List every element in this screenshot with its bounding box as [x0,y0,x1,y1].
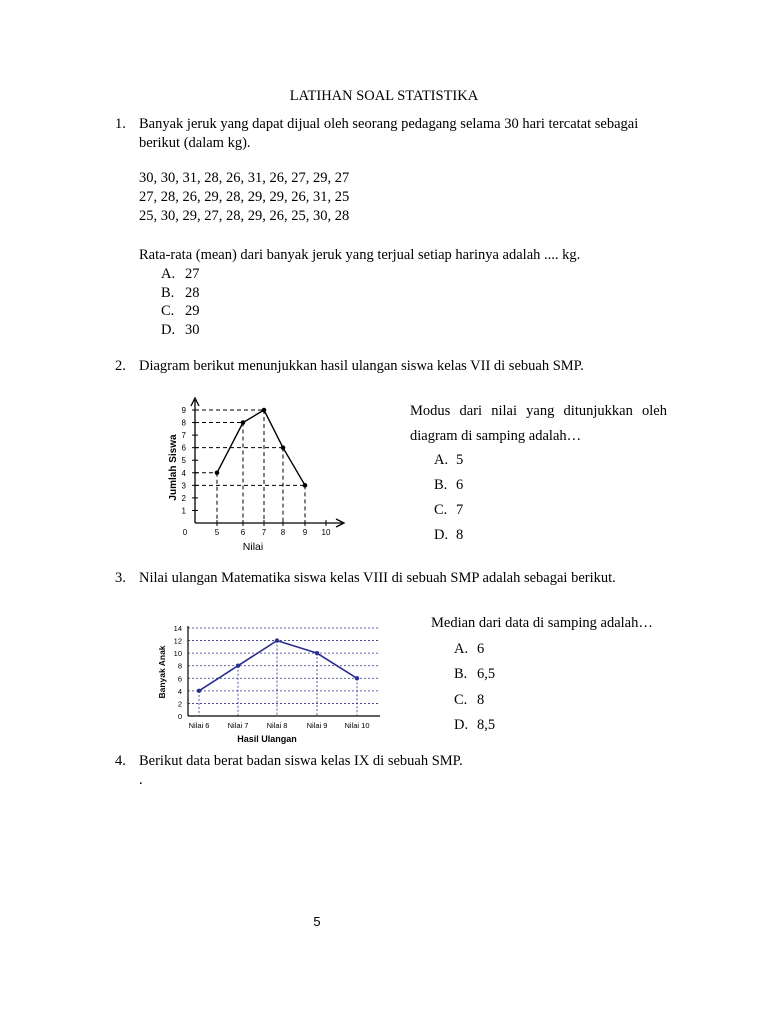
q2-option-letter: B. [434,477,448,493]
y-tick-label: 8 [181,418,186,428]
y-tick-label: 2 [181,493,186,503]
data-point [355,676,359,680]
data-point [262,408,267,413]
q3-option-value: 8 [477,692,485,708]
q3-option-value: 6,5 [477,666,496,682]
data-point [215,470,220,475]
data-point [281,445,286,450]
page-number: 5 [313,914,321,929]
q1-data-row: 25, 30, 29, 27, 28, 29, 26, 25, 30, 28 [139,208,350,224]
data-point [303,483,308,488]
x-tick-label: 9 [302,528,308,537]
y-tick-label: 5 [181,456,186,466]
x-tick-label: 10 [321,528,331,537]
x-axis-label: Hasil Ulangan [237,734,297,744]
q1-question: Rata-rata (mean) dari banyak jeruk yang terjual setiap harinya adalah .... kg. [139,247,581,263]
q2-text: Diagram berikut menunjukkan hasil ulangan siswa kelas VII di sebuah SMP. [139,358,584,374]
x-tick-label: Nilai 10 [344,721,370,730]
q4-dot: . [139,772,143,788]
q2-question-line1: Modus dari nilai yang ditunjukkan oleh [410,403,667,419]
q2-option-value: 5 [456,452,464,468]
y-tick-label: 8 [177,661,182,671]
q2-option-letter: A. [434,452,449,468]
x-tick-label: 5 [214,528,220,537]
page-title: LATIHAN SOAL STATISTIKA [289,88,479,104]
q3-option-value: 6 [477,641,485,657]
q1-option-letter: C. [161,303,175,319]
y-tick-label: 3 [181,481,186,491]
q1-text-line1: Banyak jeruk yang dapat dijual oleh seorang pedagang selama 30 hari tercatat sebagai [139,116,639,132]
q2-question-line2: diagram di samping adalah… [410,428,582,444]
q4-number: 4. [115,753,126,769]
q3-option-letter: C. [454,692,468,708]
q1-option-letter: D. [161,322,176,338]
q1-option-value: 30 [185,322,200,338]
data-point [315,651,319,655]
x-tick-label: Nilai 7 [227,721,249,730]
q3-number: 3. [115,570,126,586]
q1-data-row: 27, 28, 26, 29, 28, 29, 29, 26, 31, 25 [139,189,350,205]
q1-number: 1. [115,116,126,132]
y-axis-label: Jumlah Siswa [168,434,179,501]
y-tick-label: 10 [173,649,182,659]
q1-text-line2: berikut (dalam kg). [139,135,251,151]
q3-option-letter: A. [454,641,469,657]
y-tick-label: 9 [181,406,186,415]
y-tick-label: 0 [177,712,182,721]
q3-option-value: 8,5 [477,717,496,733]
data-point [241,420,246,425]
q3-text: Nilai ulangan Matematika siswa kelas VIII di sebuah SMP adalah sebagai berikut. [139,570,616,586]
data-point [236,664,240,668]
q2-option-letter: C. [434,502,448,518]
y-tick-label: 4 [177,686,182,696]
q1-option-value: 28 [185,285,200,301]
y-tick-label: 6 [181,443,186,453]
q2-option-value: 7 [456,502,464,518]
q2-option-letter: D. [434,527,449,543]
y-tick-label: 6 [177,674,182,684]
q1-option-value: 29 [185,303,200,319]
y-tick-label: 12 [173,636,182,646]
x-tick-label: Nilai 8 [266,721,288,730]
x-tick-label: Nilai 9 [306,721,328,730]
q1-data-row: 30, 30, 31, 28, 26, 31, 26, 27, 29, 27 [139,170,350,186]
q2-number: 2. [115,358,126,374]
y-axis-label: Banyak Anak [157,645,167,699]
chart-banyak-anak [150,618,390,750]
q1-option-letter: A. [161,266,176,282]
y-tick-label: 4 [181,468,186,478]
x-tick-label: 6 [240,528,246,537]
chart-jumlah-siswa [150,388,350,558]
q2-option-value: 6 [456,477,464,493]
y-tick-label: 14 [173,624,182,633]
data-point [275,638,279,642]
data-point [197,689,201,693]
q3-question: Median dari data di samping adalah… [431,615,653,631]
y-tick-label: 2 [177,699,182,709]
x-tick-label: 8 [280,528,286,537]
q4-text: Berikut data berat badan siswa kelas IX di sebuah SMP. [139,753,463,769]
y-tick-label: 1 [181,506,186,516]
x-tick-label: 0 [182,528,188,537]
x-tick-label: 7 [261,528,267,537]
y-tick-label: 7 [181,431,186,441]
q3-option-letter: D. [454,717,469,733]
x-axis-label: Nilai [242,541,264,553]
q2-option-value: 8 [456,527,464,543]
q1-option-letter: B. [161,285,175,301]
q1-option-value: 27 [185,266,200,282]
x-tick-label: Nilai 6 [188,721,210,730]
q3-option-letter: B. [454,666,468,682]
